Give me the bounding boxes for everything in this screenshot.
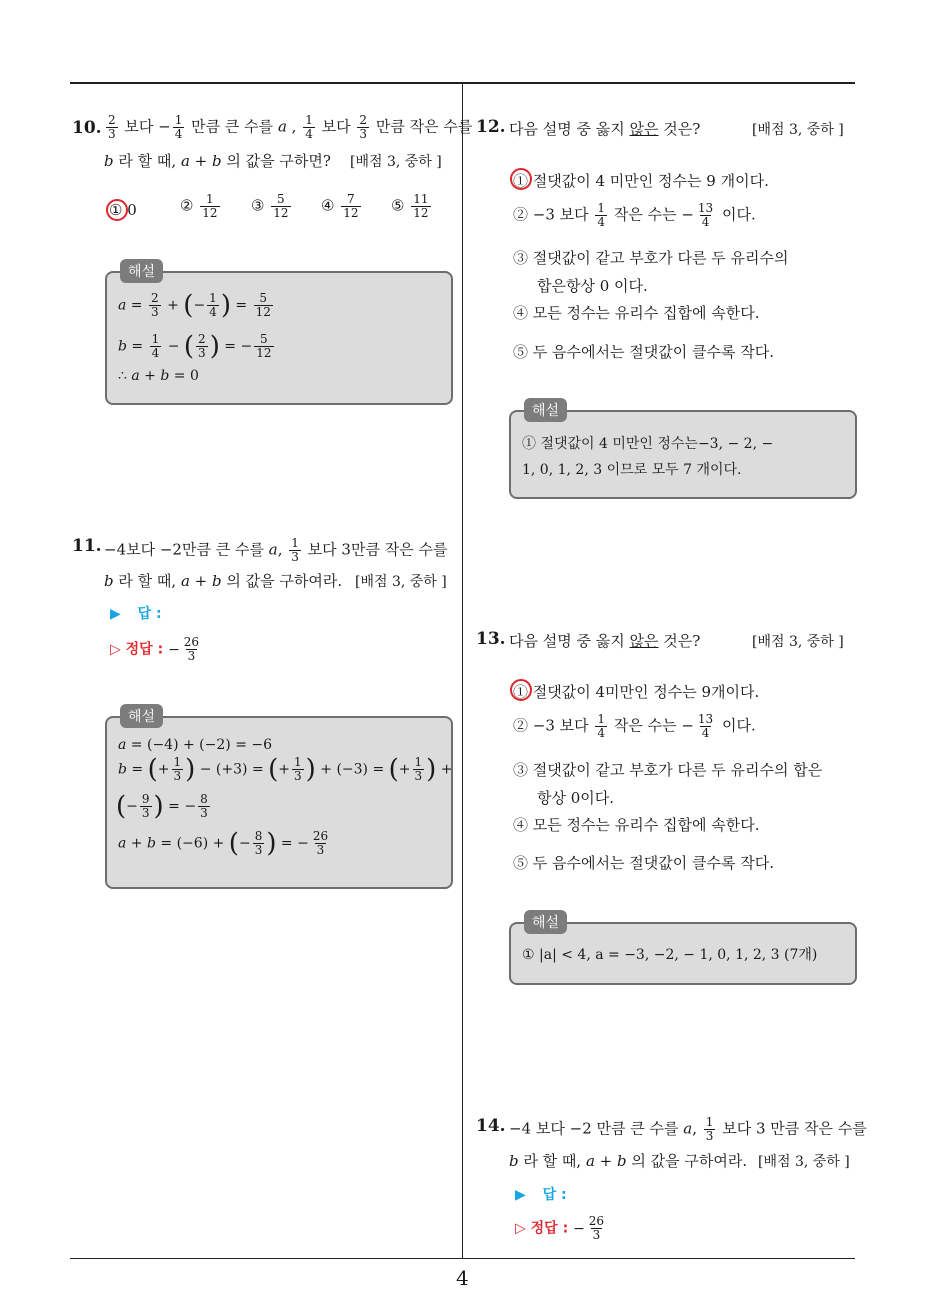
- bottom-rule: [70, 1258, 855, 1259]
- solution-line3: ∴ a + b = 0: [118, 368, 199, 384]
- question-number: 10.: [72, 118, 102, 138]
- question-number: 11.: [72, 536, 102, 556]
- question-number: 13.: [476, 629, 506, 649]
- solution-line2: 1, 0, 1, 2, 3 이므로 모두 7 개이다.: [522, 462, 742, 478]
- choice-2[interactable]: ② −3 보다 $\frac{1}{4}$ 작은 수는 − $\frac{13}{4}$ 이다.: [513, 201, 756, 230]
- play-icon: ▶: [515, 1187, 526, 1203]
- question-stem-line1: −4 보다 −2 만큼 큰 수를 a, $\frac{1}{3}$ 보다 3 만큼 작은 수를: [509, 1115, 867, 1144]
- score-label: [배점 3, 중하 ]: [350, 154, 442, 170]
- correct-answer-row: ▷ 정답 : − $\frac{26}{3}$: [515, 1214, 605, 1243]
- choice-1[interactable]: ① 절댓값이 4미만인 정수는 9개이다.: [513, 683, 760, 701]
- solution-line3: (− $\frac{9}{3}$ ) = − $\frac{8}{3}$: [116, 791, 208, 822]
- play-icon: ▶: [110, 606, 121, 622]
- choice-3[interactable]: ③ $\frac{5}{12}$: [251, 192, 289, 221]
- choice-5[interactable]: ⑤ 두 음수에서는 절댓값이 클수록 작다.: [513, 343, 774, 361]
- solution-line1: ① 절댓값이 4 미만인 정수는−3, − 2, −: [522, 436, 774, 452]
- choice-2[interactable]: ② −3 보다 $\frac{1}{4}$ 작은 수는 − $\frac{13}{4}$ 이다.: [513, 712, 756, 741]
- choice-5[interactable]: ⑤ 두 음수에서는 절댓값이 클수록 작다.: [513, 854, 774, 872]
- answer-row[interactable]: ▶ 답 :: [515, 1187, 567, 1203]
- solution-line1: a = (−4) + (−2) = −6: [118, 737, 273, 753]
- score-label: [배점 3, 중하 ]: [355, 574, 447, 590]
- question-stem-line1: −4보다 −2만큼 큰 수를 a, $\frac{1}{3}$ 보다 3만큼 작은 수를: [104, 536, 448, 565]
- choice-5[interactable]: ⑤ $\frac{11}{12}$: [391, 192, 429, 221]
- outline-play-icon: ▷: [110, 641, 121, 658]
- score-label: [배점 3, 중하 ]: [758, 1154, 850, 1170]
- choice-2[interactable]: ② $\frac{1}{12}$: [180, 192, 218, 221]
- answer-row[interactable]: ▶ 답 :: [110, 606, 162, 622]
- solution-tag: 해설: [524, 398, 567, 422]
- solution-line2: b = $\frac{1}{4}$ − ( $\frac{2}{3}$ ) = − $\frac{5}{12}$: [118, 331, 272, 362]
- choice-1[interactable]: ① 절댓값이 4 미만인 정수는 9 개이다.: [513, 172, 769, 190]
- question-stem-line1: $\frac{2}{3}$ 보다 − $\frac{1}{4}$ 만큼 큰 수를 a , $\frac{1}{4}$ 보다 $\frac{2}{3}$ 만큼 작은 수를: [108, 113, 473, 142]
- choice-3[interactable]: ③ 절댓값이 같고 부호가 다른 두 유리수의 합은 항상 0이다.: [513, 761, 823, 807]
- choice-4[interactable]: ④ 모든 정수는 유리수 집합에 속한다.: [513, 304, 760, 322]
- solution-line2: b = (+ $\frac{1}{3}$ ) − (+3) = (+ $\frac{1}{3}$ ) + (−3) = (+ $\frac{1}{3}$ ) +: [118, 754, 453, 785]
- choice-1[interactable]: ① 0: [109, 201, 137, 219]
- column-divider: [462, 84, 463, 1259]
- question-stem-line2: b 라 할 때, a + b 의 값을 구하면?: [104, 152, 331, 170]
- choice-3[interactable]: ③ 절댓값이 같고 부호가 다른 두 유리수의 합은항상 0 이다.: [513, 249, 789, 295]
- solution-line4: a + b = (−6) + (− $\frac{8}{3}$ ) = − $\frac{26}{3}$: [118, 828, 329, 859]
- question-stem: 다음 설명 중 옳지 않은 것은?: [509, 120, 701, 138]
- outline-play-icon: ▷: [515, 1220, 526, 1237]
- solution-box: [509, 410, 857, 499]
- question-stem-line2: b 라 할 때, a + b 의 값을 구하여라.: [104, 572, 343, 590]
- score-label: [배점 3, 중하 ]: [752, 634, 844, 650]
- solution-line1: a = $\frac{2}{3}$ + (− $\frac{1}{4}$ ) = $\frac{5}{12}$: [118, 290, 271, 321]
- solution-tag: 해설: [120, 704, 163, 728]
- question-stem: 다음 설명 중 옳지 않은 것은?: [509, 632, 701, 650]
- question-number: 12.: [476, 117, 506, 137]
- solution-line1: ① |a| < 4, a = −3, −2, − 1, 0, 1, 2, 3 (7개): [522, 947, 818, 963]
- solution-tag: 해설: [120, 259, 163, 283]
- score-label: [배점 3, 중하 ]: [752, 122, 844, 138]
- page-number: 4: [456, 1266, 469, 1290]
- question-stem-line2: b 라 할 때, a + b 의 값을 구하여라.: [509, 1152, 748, 1170]
- question-number: 14.: [476, 1116, 506, 1136]
- choice-4[interactable]: ④ 모든 정수는 유리수 집합에 속한다.: [513, 816, 760, 834]
- correct-answer-row: ▷ 정답 : − $\frac{26}{3}$: [110, 635, 200, 664]
- solution-tag: 해설: [524, 910, 567, 934]
- choice-4[interactable]: ④ $\frac{7}{12}$: [321, 192, 359, 221]
